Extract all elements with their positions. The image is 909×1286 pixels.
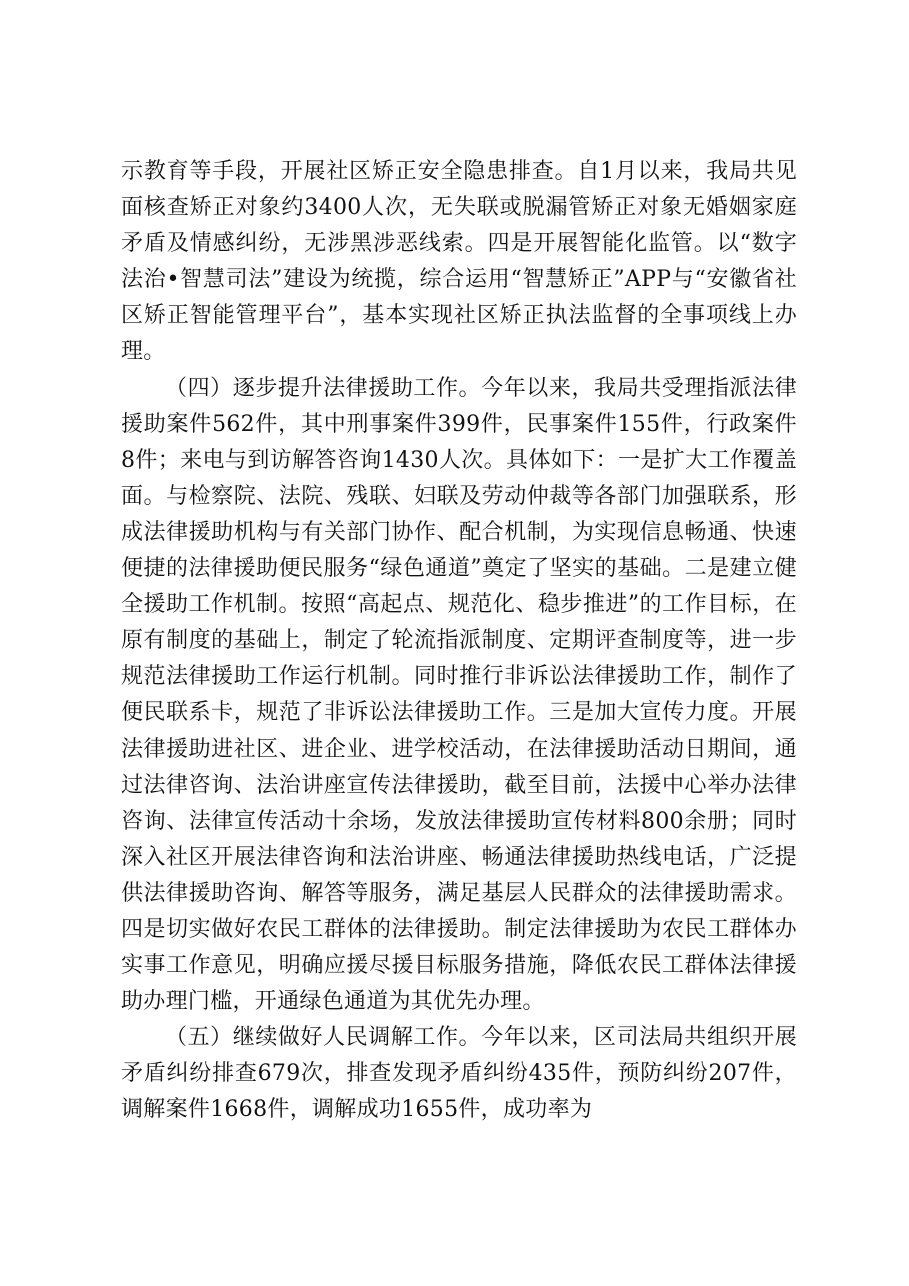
document-body [121,154,797,1129]
paragraph-2: （四）逐步提升法律援助工作。今年以来，我局共受理指派法律援助案件562件，其中刑事案件399件，民事案件155件，行政案件8件；来电与到访解答咨询1430人次。具体如下：一是扩大工作覆盖面。与检察院、法院、残联、妇联及劳动仲裁等各部门加强联系，形成法律援助机构与有关部门协作、配合机制，为实现信息畅通、快速便捷的法律援助便民服务“绿色通道”奠定了坚实的基础。二是建立健全援助工作机制。按照“高起点、规范化、稳步推进”的工作目标，在原有制度的基础上，制定了轮流指派制度、定期评查制度等，进一步规范法律援助工作运行机制。同时推行非诉讼法律援助工作，制作了便民联系卡，规范了非诉讼法律援助工作。三是加大宣传力度。开展法律援助进社区、进企业、进学校活动，在法律援助活动日期间，通过法律咨询、法治讲座宣传法律援助，截至目前，法援中心举办法律咨询、法律宣传活动十余场，发放法律援助宣传材料800余册；同时深入社区开展法律咨询和法治讲座、畅通法律援助热线电话，广泛提供法律援助咨询、解答等服务，满足基层人民群众的法律援助需求。四是切实做好农民工群体的法律援助。制定法律援助为农民工群体办实事工作意见，明确应援尽援目标服务措施，降低农民工群体法律援助办理门槛，开通绿色通道为其优先办理。 [121,375,797,1015]
paragraph-1: 示教育等手段，开展社区矫正安全隐患排查。自1月以来，我局共见面核查矫正对象约3400人次，无失联或脱漏管矫正对象无婚姻家庭矛盾及情感纠纷，无涉黑涉恶线索。四是开展智能化监管。以“数字法治•智慧司法”建设为统揽，综合运用“智慧矫正”APP与“安徽省社区矫正智能管理平台”，基本实现社区矫正执法监督的全事项线上办理。 [121,159,797,365]
paragraph-3: （五）继续做好人民调解工作。今年以来，区司法局共组织开展矛盾纠纷排查679次，排查发现矛盾纠纷435件，预防纠纷207件，调解案件1668件，调解成功1655件，成功率为 [121,1025,797,1123]
